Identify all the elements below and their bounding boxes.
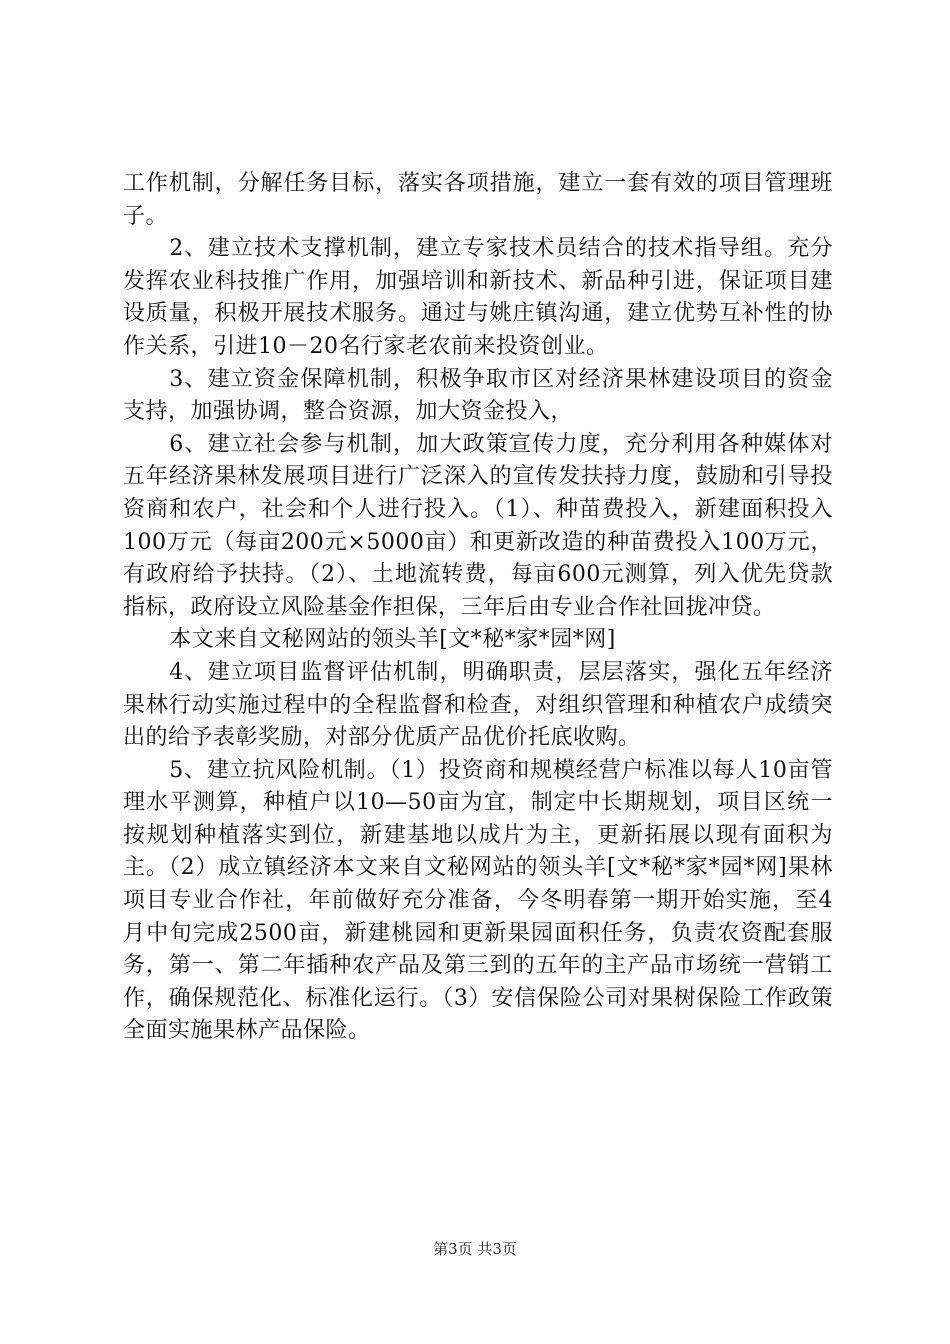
paragraph-tech-support: 2、建立技术支撑机制，建立专家技术员结合的技术指导组。充分发挥农业科技推广作用，加强培训和新技术、新品种引进，保证项目建设质量，积极开展技术服务。通过与姚庄镇沟通，建立优势互补性的协作关系，引进10－20名行家老农前来投资创业。	[123, 236, 833, 359]
paragraph-work-mechanism: 工作机制，分解任务目标，落实各项措施，建立一套有效的项目管理班子。	[123, 171, 833, 229]
page-footer	[0, 1238, 950, 1259]
paragraph-social-participation: 6、建立社会参与机制，加大政策宣传力度，充分利用各种媒体对五年经济果林发展项目进行广泛深入的宣传发扶持力度，鼓励和引导投资商和农户，社会和个人进行投入。（1）、种苗费投入，新建面积投入100万元（每亩200元×5000亩）和更新改造的种苗费投入100万元，有政府给予扶持。（2）、土地流转费，每亩600元测算，列入优先贷款指标，政府设立风险基金作担保，三年后由专业合作社回拢冲贷。	[123, 431, 833, 620]
paragraph-risk-mechanism: 5、建立抗风险机制。（1）投资商和规模经营户标准以每人10亩管理水平测算，种植户以10—50亩为宜，制定中长期规划，项目区统一按规划种植落实到位，新建基地以成片为主，更新拓展以现有面积为主。（2）成立镇经济本文来自文秘网站的领头羊[文*秘*家*园*网]果林项目专业合作社，年前做好充分准备，今冬明春第一期开始实施，至4月中旬完成2500亩，新建桃园和更新果园面积任务，负责农资配套服务，第一、第二年插种农产品及第三到的五年的主产品市场统一营销工作，确保规范化、标准化运行。（3）安信保险公司对果树保险工作政策全面实施果林产品保险。	[123, 757, 833, 1044]
paragraph-funding: 3、建立资金保障机制，积极争取市区对经济果林建设项目的资金支持，加强协调，整合资源，加大资金投入，	[123, 366, 833, 425]
document-body	[123, 168, 833, 1048]
paragraph-source-note: 本文来自文秘网站的领头羊[文*秘*家*园*网]	[169, 627, 616, 653]
page-number-label: 第3页 共3页	[433, 1240, 517, 1258]
paragraph-supervision: 4、建立项目监督评估机制，明确职责，层层落实，强化五年经济果林行动实施过程中的全程监督和检查，对组织管理和种植农户成绩突出的给予表彰奖励，对部分优质产品优价托底收购。	[123, 659, 833, 751]
